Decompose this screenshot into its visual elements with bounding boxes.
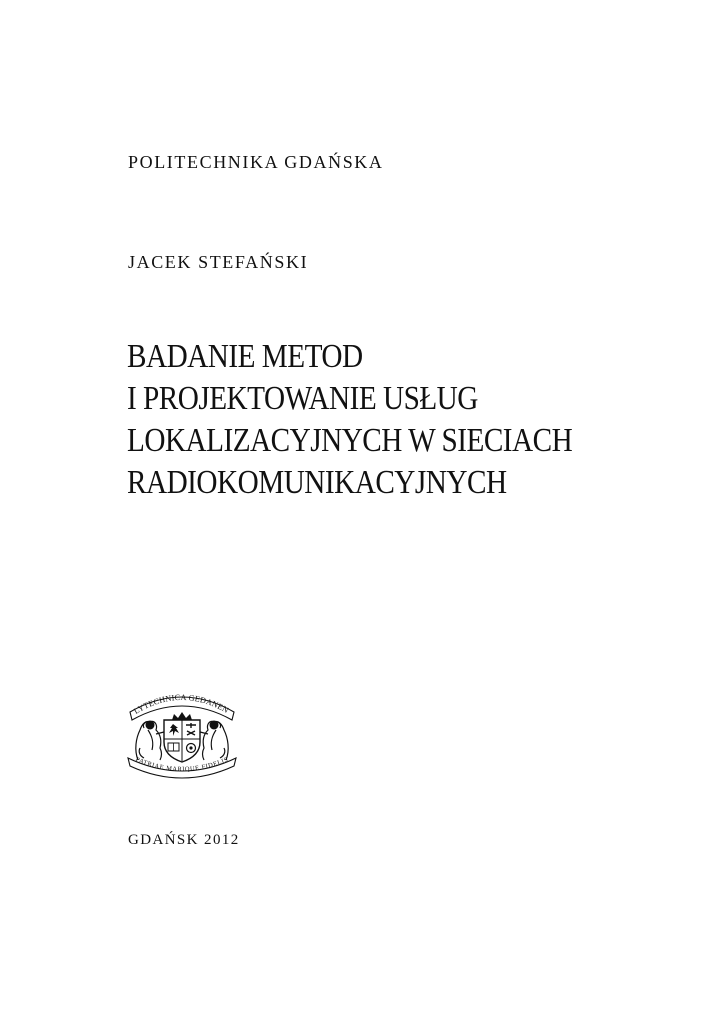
seal-top-text: LYTECHNICA GEDANEN: [132, 692, 231, 716]
author-name: JACEK STEFAŃSKI: [128, 252, 309, 272]
seal-bottom-text: PATRIAE MARIQUE FIDELIS: [134, 756, 230, 774]
imprint: GDAŃSK 2012: [128, 832, 240, 848]
book-title: [127, 336, 572, 504]
book-title-line: I PROJEKTOWANIE USŁUG: [127, 380, 478, 417]
book-title-line: LOKALIZACYJNYCH W SIECIACH: [127, 422, 573, 459]
book-title-line: RADIOKOMUNIKACYJNYCH: [127, 464, 507, 501]
institution-name: POLITECHNIKA GDAŃSKA: [128, 152, 384, 172]
book-title-line: BADANIE METOD: [127, 338, 363, 375]
university-seal-icon: [126, 690, 238, 780]
